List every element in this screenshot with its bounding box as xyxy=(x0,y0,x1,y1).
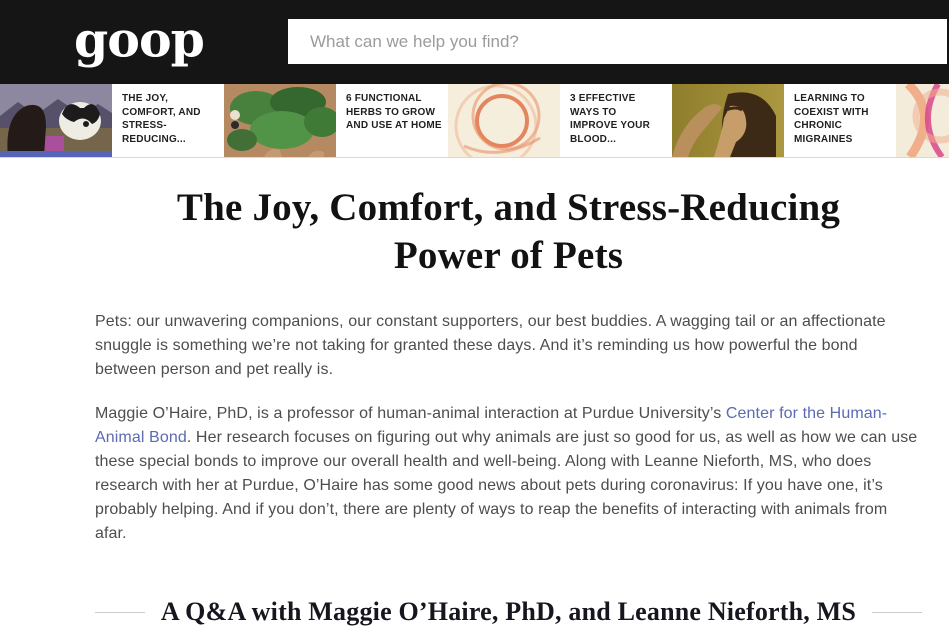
woman-with-dog-thumbnail[interactable] xyxy=(0,84,112,157)
search-input[interactable] xyxy=(288,19,947,64)
orange-brush-rings-illustration xyxy=(448,84,560,157)
related-articles-carousel xyxy=(0,84,949,158)
article-title: The Joy, Comfort, and Stress-Reducing Power of Pets xyxy=(176,186,841,277)
goop-logo[interactable]: goop xyxy=(74,10,204,69)
pink-swirls-thumbnail[interactable] xyxy=(896,84,949,157)
search-bar xyxy=(288,19,947,64)
site-header xyxy=(0,0,949,84)
right-divider-line xyxy=(872,612,922,613)
active-item-indicator xyxy=(0,151,112,157)
qa-heading: A Q&A with Maggie O’Haire, PhD, and Leanne Nieforth, MS xyxy=(160,597,857,626)
second-paragraph-text-before-link: Maggie O’Haire, PhD, is a professor of human-animal interaction at Purdue University’s xyxy=(95,405,726,422)
intro-paragraph: Pets: our unwavering companions, our constant supporters, our best buddies. A wagging tail or an affectionate snuggle is something we’re not taking for granted these days. And it’s reminding us how powerful the bond between person and pet really is. xyxy=(95,313,886,378)
carousel-item-blood[interactable] xyxy=(448,84,672,157)
carousel-item-pets[interactable] xyxy=(0,84,224,157)
qa-section-header xyxy=(95,594,922,630)
carousel-item-title[interactable]: 3 EFFECTIVE WAYS TO IMPROVE YOUR BLOOD... xyxy=(560,84,672,157)
herbs-flatlay-illustration xyxy=(224,84,336,157)
article-body xyxy=(95,158,922,630)
woman-with-migraine-illustration xyxy=(672,84,784,157)
carousel-item-partial[interactable] xyxy=(896,84,949,157)
carousel-item-migraines[interactable] xyxy=(672,84,896,157)
center-for-human-animal-bond-link[interactable]: Center for the Human-Animal Bond xyxy=(95,405,888,446)
carousel-item-title[interactable]: THE JOY, COMFORT, AND STRESS-REDUCING... xyxy=(112,84,224,157)
left-divider-line xyxy=(95,612,145,613)
carousel-item-herbs[interactable] xyxy=(224,84,448,157)
carousel-item-title[interactable]: LEARNING TO COEXIST WITH CHRONIC MIGRAINES xyxy=(784,84,896,157)
carousel-item-title[interactable]: 6 FUNCTIONAL HERBS TO GROW AND USE AT HOME xyxy=(336,84,448,157)
second-paragraph-text-after-link: . Her research focuses on figuring out why animals are just so good for us, as well as how we can use these special bonds to improve our overall health and well-being. Along with Leanne Nieforth, MS, who does research with her at Purdue, O’Haire has some good news about pets during coronavirus: If you have one, it’s probably helping. And if you don’t, there are plenty of ways to reap the benefits of interacting with animals from afar. xyxy=(95,429,918,542)
woman-with-dog-illustration xyxy=(0,84,112,157)
herbs-flatlay-thumbnail[interactable] xyxy=(224,84,336,157)
orange-brush-rings-thumbnail[interactable] xyxy=(448,84,560,157)
second-paragraph xyxy=(95,402,922,546)
pink-swirls-illustration xyxy=(896,84,949,157)
woman-with-migraine-thumbnail[interactable] xyxy=(672,84,784,157)
